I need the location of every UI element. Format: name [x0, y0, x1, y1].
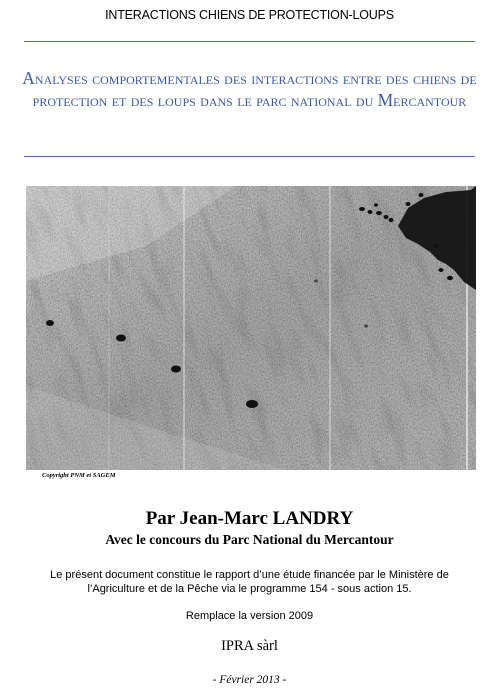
version-note: Remplace la version 2009 — [185, 610, 314, 622]
author-line: Par Jean-Marc LANDRY — [145, 508, 354, 529]
report-title: Analyses comportementales des interactions entre des chiens de protection et des loups dans le parc national du Mercantour — [22, 68, 477, 110]
running-header: INTERACTIONS CHIENS DE PROTECTION-LOUPS — [105, 8, 394, 22]
funding-description-line-1: Le présent document constitue le rapport d’une étude financée par le Ministère de — [50, 569, 449, 581]
photo-copyright: Copyright PNM et SAGEM — [42, 472, 116, 479]
contribution-line: Avec le concours du Parc National du Mercantour — [105, 532, 394, 547]
publisher-name: IPRA sàrl — [221, 638, 278, 654]
thermal-aerial-photo — [26, 186, 476, 470]
header-divider — [24, 41, 475, 42]
funding-description-line-2: l’Agriculture et de la Pêche via le programme 154 - sous action 15. — [87, 582, 412, 595]
publication-date: - Février 2013 - — [212, 674, 287, 686]
title-divider — [24, 156, 475, 157]
funding-description — [22, 569, 477, 596]
